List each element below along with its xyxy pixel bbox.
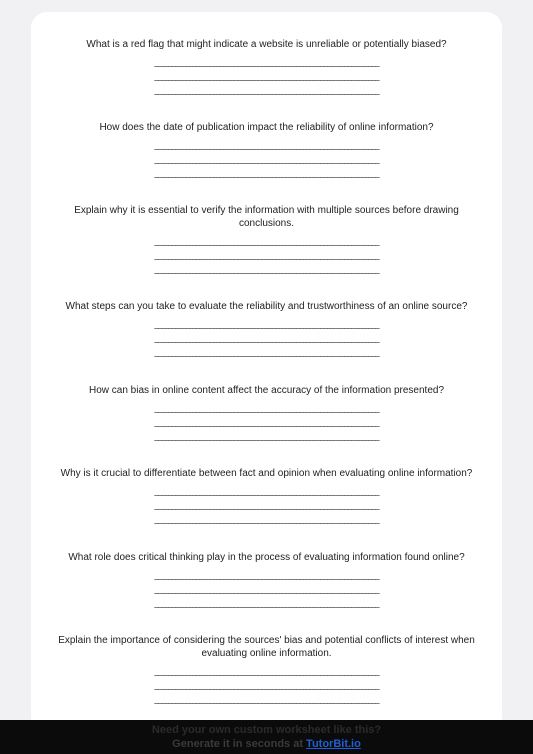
answer-line[interactable]: _________________________________________________________________ (154, 348, 379, 357)
answer-line[interactable]: _________________________________________________________________ (154, 571, 379, 580)
answer-line[interactable]: _________________________________________________________________ (154, 265, 379, 274)
answer-line[interactable]: _________________________________________________________________ (154, 320, 379, 329)
answer-line[interactable]: _________________________________________________________________ (154, 432, 379, 441)
question-text: What steps can you take to evaluate the reliability and trustworthiness of an online source? (65, 301, 468, 312)
answer-line[interactable]: _________________________________________________________________ (154, 58, 379, 67)
answer-line[interactable]: _________________________________________________________________ (154, 334, 379, 343)
question-text: Why is it crucial to differentiate between fact and opinion when evaluating online information? (60, 468, 473, 479)
answer-line[interactable]: _________________________________________________________________ (154, 695, 379, 704)
question-block (31, 467, 502, 527)
question-block (31, 300, 502, 360)
answer-line[interactable]: _________________________________________________________________ (154, 599, 379, 608)
promo-headline: Need your own custom worksheet like this? (151, 724, 382, 736)
answer-line[interactable]: _________________________________________________________________ (154, 251, 379, 260)
question-text: How does the date of publication impact the reliability of online information? (99, 122, 434, 133)
answer-line[interactable]: _________________________________________________________________ (154, 501, 379, 510)
tutorbit-link[interactable]: TutorBit.io (306, 738, 361, 750)
answer-line[interactable]: _________________________________________________________________ (154, 169, 379, 178)
question-block (31, 634, 502, 707)
question-block (31, 121, 502, 181)
question-text: What is a red flag that might indicate a website is unreliable or potentially biased? (86, 39, 447, 50)
question-block (31, 551, 502, 611)
answer-line[interactable]: _________________________________________________________________ (154, 585, 379, 594)
question-text: Explain the importance of considering the sources' bias and potential conflicts of interest when evaluating online information. (58, 635, 475, 659)
promo-subline (0, 738, 533, 751)
answer-line[interactable]: _________________________________________________________________ (154, 86, 379, 95)
promo-subline-text: Generate it in seconds at (172, 738, 307, 750)
question-block (31, 204, 502, 277)
answer-line[interactable]: _________________________________________________________________ (154, 667, 379, 676)
question-text: Explain why it is essential to verify the information with multiple sources before drawing conclusions. (74, 205, 459, 229)
answer-line[interactable]: _________________________________________________________________ (154, 237, 379, 246)
answer-line[interactable]: _________________________________________________________________ (154, 487, 379, 496)
question-text: What role does critical thinking play in the process of evaluating information found online? (68, 552, 465, 563)
question-text: How can bias in online content affect the accuracy of the information presented? (88, 385, 445, 396)
answer-line[interactable]: _________________________________________________________________ (154, 418, 379, 427)
answer-line[interactable]: _________________________________________________________________ (154, 141, 379, 150)
question-block (31, 38, 502, 98)
answer-line[interactable]: _________________________________________________________________ (154, 681, 379, 690)
worksheet-page (31, 12, 502, 732)
answer-line[interactable]: _________________________________________________________________ (154, 72, 379, 81)
answer-line[interactable]: _________________________________________________________________ (154, 404, 379, 413)
answer-line[interactable]: _________________________________________________________________ (154, 155, 379, 164)
question-block (31, 384, 502, 444)
answer-line[interactable]: _________________________________________________________________ (154, 515, 379, 524)
